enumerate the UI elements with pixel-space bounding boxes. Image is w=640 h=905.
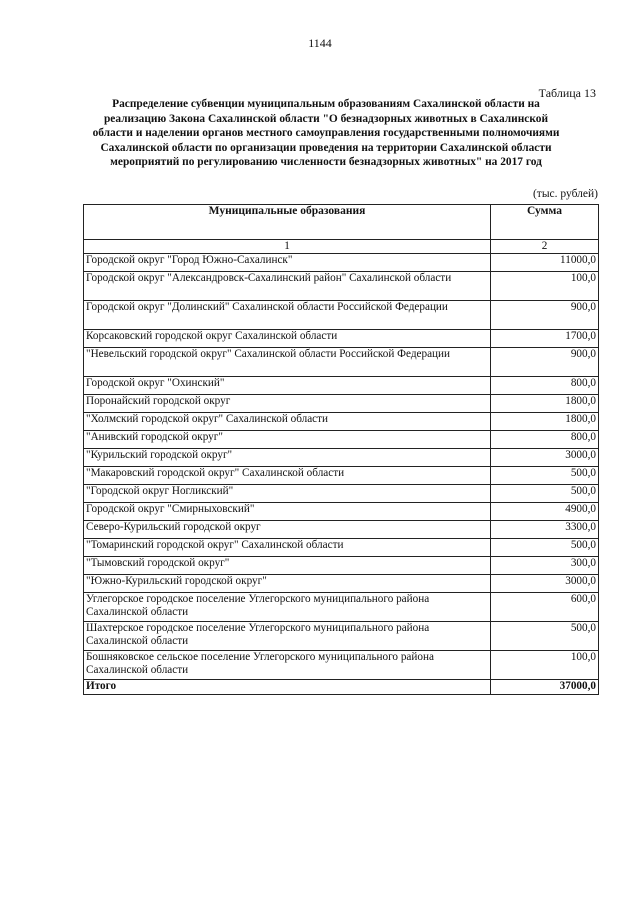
- table-row: [84, 485, 599, 503]
- municipality-name: Городской округ "Охинский": [84, 377, 491, 395]
- table-row: [84, 330, 599, 348]
- subsidy-amount: 3000,0: [491, 575, 599, 593]
- subsidy-amount: 900,0: [491, 348, 599, 377]
- table-row: [84, 593, 599, 622]
- subsidy-amount: 100,0: [491, 651, 599, 680]
- total-label: Итого: [84, 680, 491, 695]
- subsidy-amount: 900,0: [491, 301, 599, 330]
- subsidy-amount: 11000,0: [491, 254, 599, 272]
- municipality-name: Бошняковское сельское поселение Углегорского муниципального района Сахалинской области: [84, 651, 491, 680]
- table-row: [84, 272, 599, 301]
- subsidy-amount: 100,0: [491, 272, 599, 301]
- header-municipality: Муниципальные образования: [84, 205, 491, 240]
- subsidy-amount: 1800,0: [491, 395, 599, 413]
- table-header-row: [84, 205, 599, 240]
- subsidy-amount: 300,0: [491, 557, 599, 575]
- municipality-name: Городской округ "Долинский" Сахалинской области Российской Федерации: [84, 301, 491, 330]
- municipality-name: "Южно-Курильский городской округ": [84, 575, 491, 593]
- table-row: [84, 377, 599, 395]
- subsidy-amount: 500,0: [491, 622, 599, 651]
- table-row: [84, 301, 599, 330]
- municipality-name: Городской округ "Александровск-Сахалинский район" Сахалинской области: [84, 272, 491, 301]
- municipality-name: "Холмский городской округ" Сахалинской области: [84, 413, 491, 431]
- table-row: [84, 431, 599, 449]
- header-amount: Сумма: [491, 205, 599, 240]
- municipality-name: "Макаровский городской округ" Сахалинской области: [84, 467, 491, 485]
- subsidy-amount: 600,0: [491, 593, 599, 622]
- subsidy-amount: 500,0: [491, 539, 599, 557]
- table-row: [84, 521, 599, 539]
- municipality-name: "Томаринский городской округ" Сахалинской области: [84, 539, 491, 557]
- municipality-name: Северо-Курильский городской округ: [84, 521, 491, 539]
- municipality-name: Корсаковский городской округ Сахалинской области: [84, 330, 491, 348]
- table-row: [84, 622, 599, 651]
- table-row: [84, 254, 599, 272]
- municipality-name: "Невельский городской округ" Сахалинской области Российской Федерации: [84, 348, 491, 377]
- units-label: (тыс. рублей): [532, 188, 598, 200]
- table-row: [84, 651, 599, 680]
- subsidy-table: [83, 204, 599, 695]
- table-row: [84, 575, 599, 593]
- municipality-name: "Городской округ Ногликский": [84, 485, 491, 503]
- table-row: [84, 467, 599, 485]
- municipality-name: "Тымовский городской округ": [84, 557, 491, 575]
- table-row: [84, 413, 599, 431]
- municipality-name: Городской округ "Смирныховский": [84, 503, 491, 521]
- municipality-name: "Анивский городской округ": [84, 431, 491, 449]
- municipality-name: Городской округ "Город Южно-Сахалинск": [84, 254, 491, 272]
- table-row: [84, 503, 599, 521]
- column-number-2: 2: [491, 240, 599, 254]
- municipality-name: Шахтерское городское поселение Углегорского муниципального района Сахалинской области: [84, 622, 491, 651]
- table-row: [84, 557, 599, 575]
- subsidy-amount: 3300,0: [491, 521, 599, 539]
- subsidy-amount: 800,0: [491, 431, 599, 449]
- subsidy-amount: 800,0: [491, 377, 599, 395]
- table-row: [84, 348, 599, 377]
- subsidy-amount: 1700,0: [491, 330, 599, 348]
- subsidy-amount: 4900,0: [491, 503, 599, 521]
- total-amount: 37000,0: [491, 680, 599, 695]
- subsidy-amount: 3000,0: [491, 449, 599, 467]
- page-number: 1144: [308, 36, 332, 50]
- column-number-1: 1: [84, 240, 491, 254]
- total-row: [84, 680, 599, 695]
- subsidy-amount: 500,0: [491, 485, 599, 503]
- municipality-name: Углегорское городское поселение Углегорского муниципального района Сахалинской области: [84, 593, 491, 622]
- document-title: Распределение субвенции муниципальным образованиям Сахалинской области на реализацию Закона Сахалинской области "О безнадзорных животных в Сахалинской области и наделении органов местного самоуправления государственными полномочиями Сахалинской области по организации проведения на территории Сахалинской области мероприятий по регулированию численности безнадзорных животных" на 2017 год: [92, 98, 560, 169]
- column-number-row: [84, 240, 599, 254]
- municipality-name: "Курильский городской округ": [84, 449, 491, 467]
- subsidy-amount: 1800,0: [491, 413, 599, 431]
- table-row: [84, 449, 599, 467]
- table-row: [84, 539, 599, 557]
- municipality-name: Поронайский городской округ: [84, 395, 491, 413]
- subsidy-amount: 500,0: [491, 467, 599, 485]
- table-row: [84, 395, 599, 413]
- table-number: Таблица 13: [538, 86, 596, 100]
